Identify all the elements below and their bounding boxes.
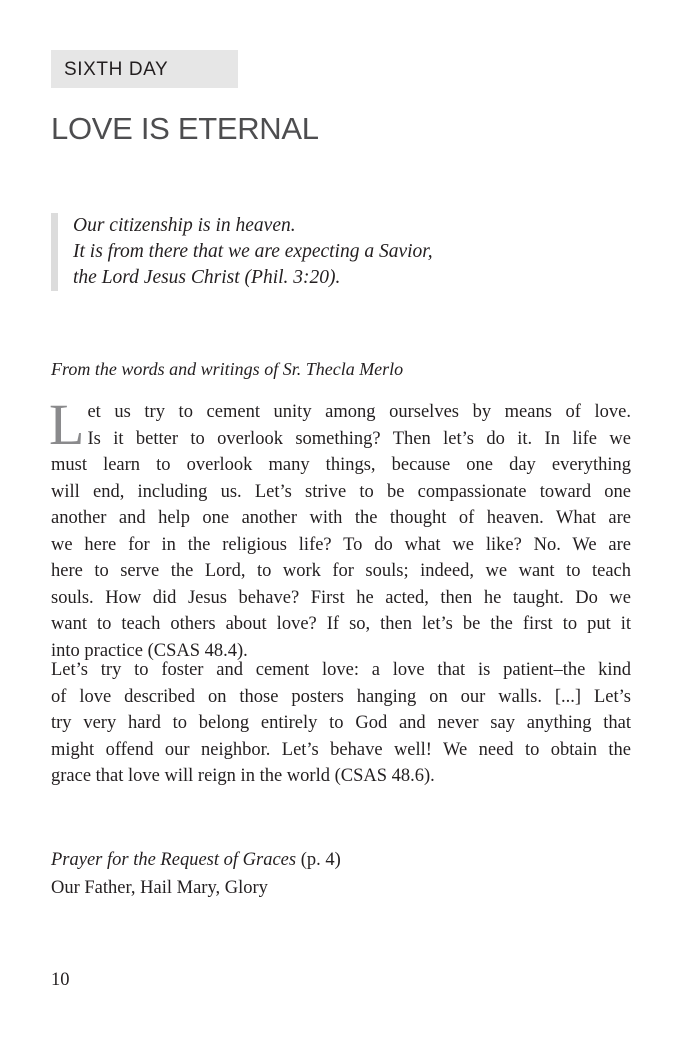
paragraph-line: try very hard to belong entirely to God and never say anything that: [51, 713, 631, 733]
epigraph-quote: [51, 213, 611, 291]
prayer-page-ref: (p. 4): [296, 850, 341, 870]
epigraph-line: the Lord Jesus Christ (Phil. 3:20).: [73, 267, 341, 288]
source-attribution: From the words and writings of Sr. Thecla Merlo: [51, 359, 404, 379]
paragraph-line: must learn to overlook many things, because one day everything: [51, 455, 631, 475]
prayer-list: Our Father, Hail Mary, Glory: [51, 878, 268, 898]
paragraph-line: want to teach others about love? If so, then let’s be the first to put it: [51, 614, 631, 634]
paragraph-line: et us try to cement unity among ourselves by means of love.: [87, 402, 631, 422]
paragraph-line: will end, including us. Let’s strive to be compassionate toward one: [51, 481, 631, 502]
epigraph-line: It is from there that we are expecting a Savior,: [73, 241, 433, 262]
prayer-title: Prayer for the Request of Graces: [51, 850, 297, 870]
page-title: LOVE IS ETERNAL: [51, 111, 319, 146]
body-paragraph-2: [51, 657, 631, 790]
body-paragraph-1: [49, 392, 631, 664]
paragraph-line: Is it better to overlook something? Then let’s do it. In life we: [87, 428, 631, 449]
paragraph-line: might offend our neighbor. Let’s behave well! We need to obtain the: [51, 739, 631, 760]
paragraph-line: Let’s try to foster and cement love: a love that is patient–the kind: [51, 660, 631, 680]
day-label: SIXTH DAY: [51, 50, 238, 88]
paragraph-line: souls. How did Jesus behave? First he acted, then he taught. Do we: [51, 587, 631, 608]
paragraph-line: we here for in the religious life? To do what we like? No. We are: [51, 534, 631, 555]
paragraph-line: here to serve the Lord, to work for souls; indeed, we want to teach: [51, 561, 631, 581]
prayer-heading: [51, 847, 341, 873]
epigraph-line: Our citizenship is in heaven.: [73, 215, 296, 236]
paragraph-line: another and help one another with the thought of heaven. What are: [51, 508, 631, 528]
page-number: 10: [51, 970, 70, 990]
paragraph-line: into practice (CSAS 48.4).: [51, 640, 248, 661]
drop-cap: L: [49, 392, 85, 457]
paragraph-line: of love described on those posters hanging on our walls. [...] Let’s: [51, 686, 631, 707]
paragraph-line: grace that love will reign in the world (CSAS 48.6).: [51, 766, 435, 786]
